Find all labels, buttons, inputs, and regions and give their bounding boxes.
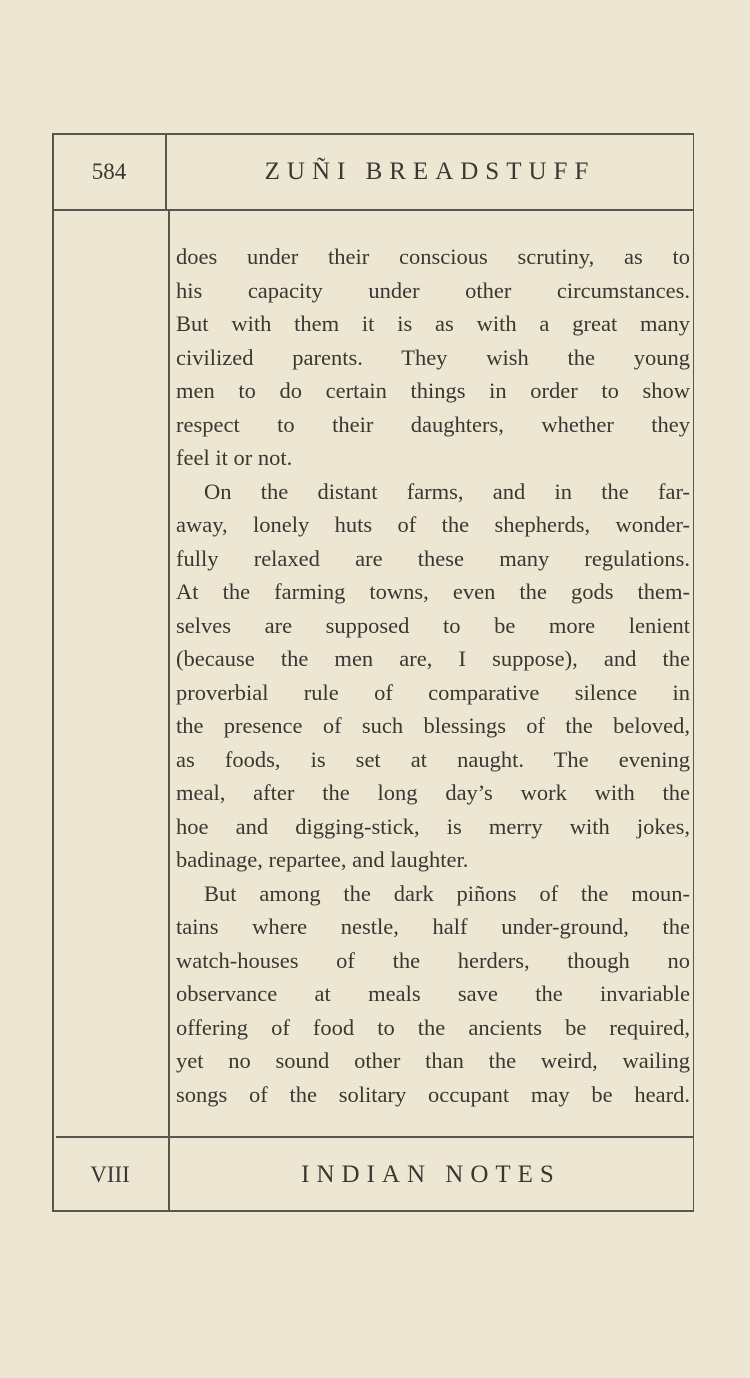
text-line: watch-houses of the herders, though no bbox=[176, 947, 690, 973]
text-line: civilized parents. They wish the young bbox=[176, 344, 690, 370]
text-line: meal, after the long day’s work with the bbox=[176, 780, 690, 805]
text-line: offering of food to the ancients be required, bbox=[176, 1014, 690, 1040]
text-line: as foods, is set at naught. The evening bbox=[176, 746, 690, 772]
text-line: the presence of such blessings of the beloved, bbox=[176, 713, 690, 738]
margin-column-divider bbox=[168, 209, 170, 1212]
text-line: badinage, repartee, and laughter. bbox=[176, 847, 469, 872]
text-line: fully relaxed are these many regulations. bbox=[176, 545, 690, 571]
text-line: his capacity under other circumstances. bbox=[176, 277, 690, 303]
volume-number: VIII bbox=[90, 1161, 130, 1187]
text-line: men to do certain things in order to show bbox=[176, 378, 690, 403]
text-line: proverbial rule of comparative silence in bbox=[176, 679, 690, 705]
text-line: songs of the solitary occupant may be heard. bbox=[176, 1081, 690, 1107]
text-line: observance at meals save the invariable bbox=[176, 981, 690, 1006]
text-line: away, lonely huts of the shepherds, wonder- bbox=[176, 512, 690, 537]
text-line: tains where nestle, half under-ground, the bbox=[176, 914, 690, 939]
text-line: yet no sound other than the weird, wailing bbox=[176, 1048, 690, 1073]
text-line: On the distant farms, and in the far- bbox=[204, 478, 690, 504]
text-line: But among the dark piñons of the moun- bbox=[204, 880, 690, 906]
text-line: feel it or not. bbox=[176, 445, 293, 470]
running-title: ZUÑI BREADSTUFF bbox=[264, 158, 596, 185]
text-line: At the farming towns, even the gods them- bbox=[176, 579, 690, 604]
text-line: respect to their daughters, whether they bbox=[176, 411, 690, 437]
text-line: selves are supposed to be more lenient bbox=[176, 612, 690, 638]
text-line: (because the men are, I suppose), and the bbox=[176, 646, 690, 671]
series-title: INDIAN NOTES bbox=[301, 1160, 561, 1188]
text-line: But with them it is as with a great many bbox=[176, 311, 690, 336]
text-line: hoe and digging-stick, is merry with jokes, bbox=[176, 813, 690, 839]
text-line: does under their conscious scrutiny, as to bbox=[176, 244, 690, 269]
page-number: 584 bbox=[91, 159, 127, 184]
body-text bbox=[176, 240, 690, 1111]
